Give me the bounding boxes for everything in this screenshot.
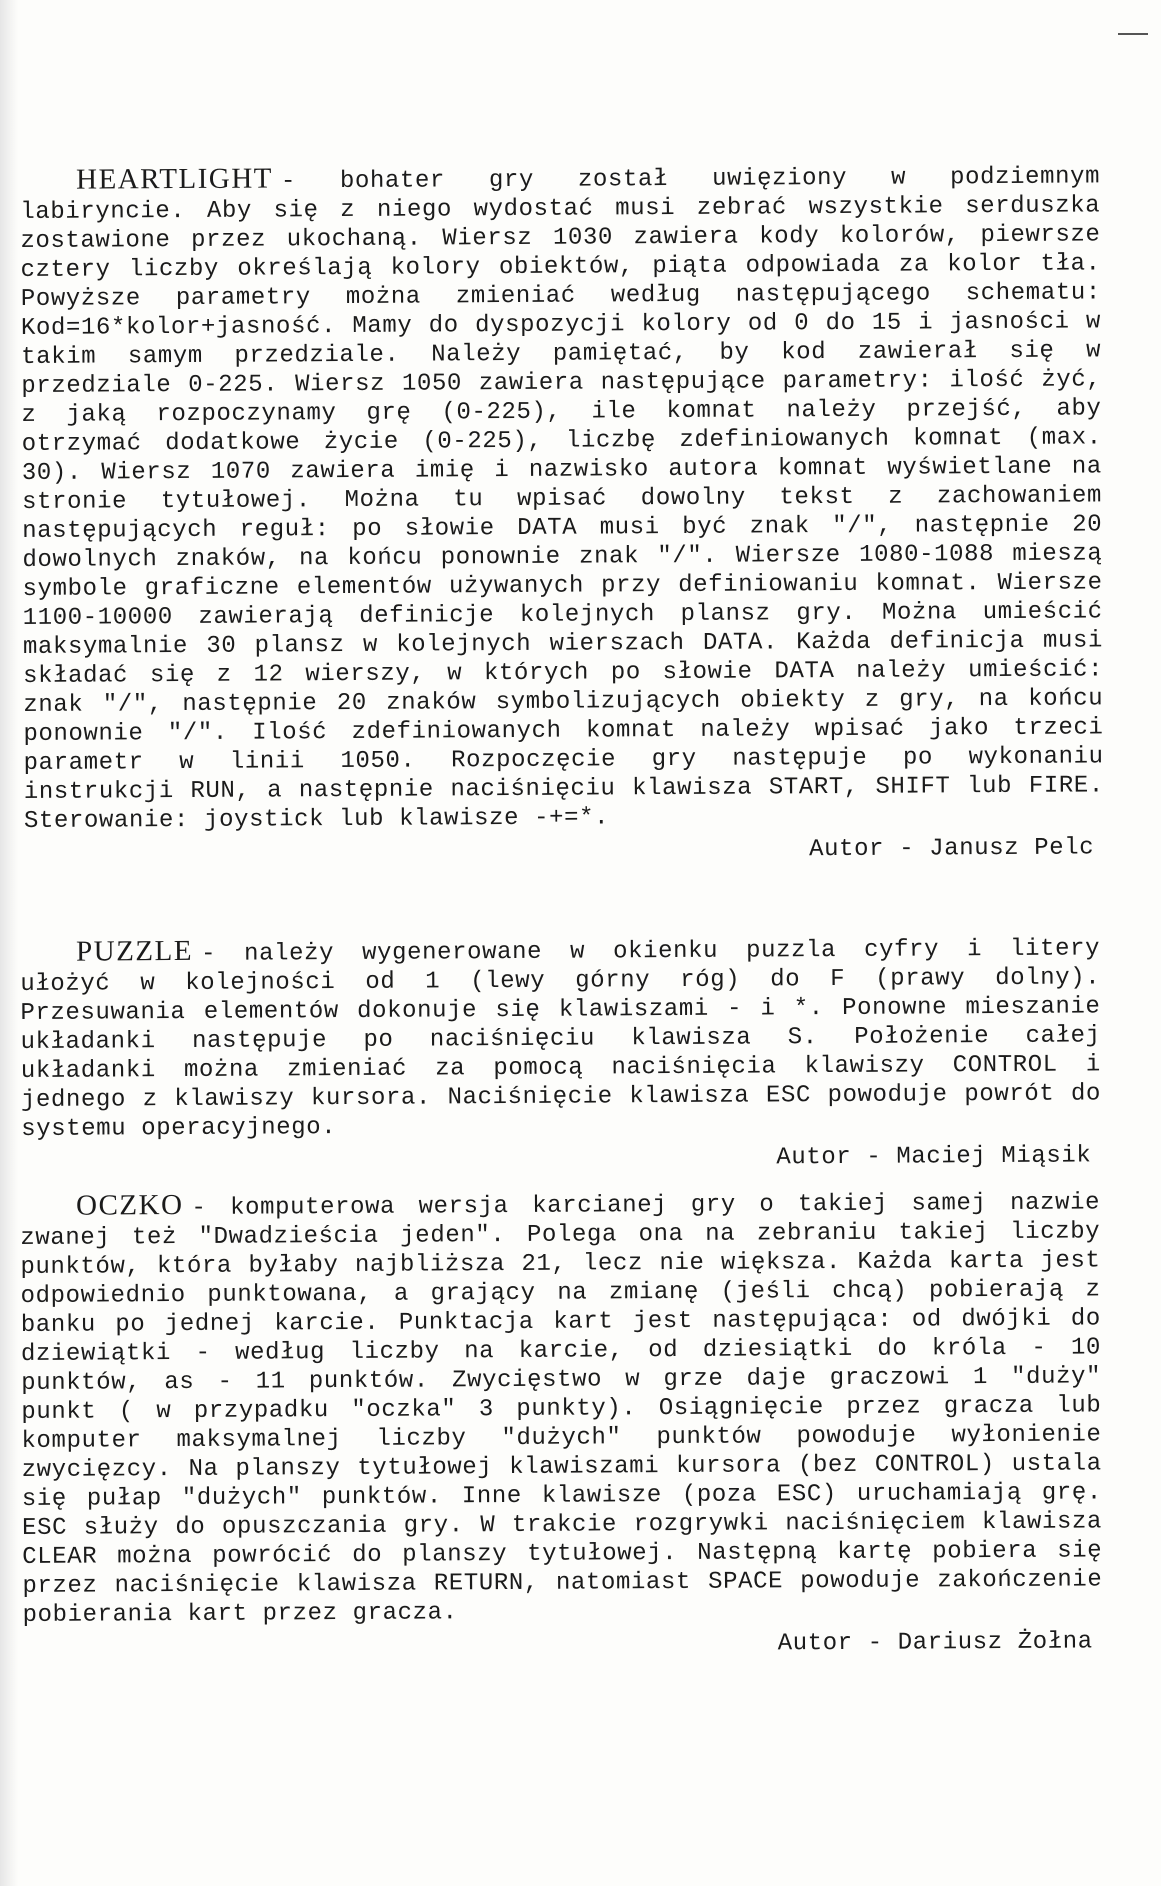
article-body: [20, 931, 1101, 1144]
article-title: OCZKO: [75, 1189, 184, 1222]
article-author: Autor - Dariusz Żołna: [777, 1628, 1093, 1658]
article-body: [20, 159, 1104, 836]
article-title: PUZZLE: [75, 934, 194, 968]
article-author: Autor - Janusz Pelc: [809, 834, 1095, 864]
article-puzzle: [20, 931, 1101, 1177]
article-author: Autor - Maciej Miąsik: [776, 1142, 1092, 1172]
scan-shadow-edge: [0, 0, 18, 1886]
corner-mark: [1118, 33, 1148, 35]
article-text: - należy wygenerowane w okienku puzzla cyfry i litery ułożyć w kolejności od 1 (lewy górny róg) do F (prawy dolny). Przesuwania elementów dokonuje się klawiszami - i *. Ponowne mieszanie układanki następuje po naciśnięciu klawisza S. Położenie całej układanki można zmieniać za pomocą naciśnięcia klawiszy CONTROL i jednego z klawiszy kursora. Naciśnięcie klawisza ESC powoduje powrót do systemu operacyjnego.: [20, 935, 1102, 1143]
article-oczko: [20, 1185, 1103, 1663]
article-text: - komputerowa wersja karcianej gry o takiej samej nazwie zwanej też "Dwadzieścia jeden". Polega ona na zebraniu takiej liczby punktów, która byłaby najbliższa 21, lecz nie większa. Każda karta jest odpowiednio punktowana, a grający na zmianę (jeśli chcą) pobierają z banku po jednej karcie. Punktacja kart jest następująca: od dwójki do dziewiątki - według liczby na karcie, od dziesiątki do króla - 10 punktów, as - 11 punktów. Zwycięstwo w grze daje graczowi 1 "duży" punkt ( w przypadku "oczka" 3 punkty). Osiągnięcie przez gracza lub komputer maksymalnej liczby "dużych" punktów powoduje wyłonienie zwycięzcy. Na planszy tytułowej klawiszami kursora (bez CONTROL) ustala się pułap "dużych" punktów. Inne klawisze (poza ESC) uruchamiają grę. ESC służy do opuszczania gry. W trakcie rozgrywki naciśnięciem klawisza CLEAR można powrócić do planszy tytułowej. Następną kartę pobiera się przez naciśnięcie klawisza RETURN, natomiast SPACE powoduje zakończenie pobierania kart przez gracza.: [20, 1189, 1103, 1629]
article-title: HEARTLIGHT: [75, 162, 274, 196]
article-heartlight: [20, 159, 1104, 869]
article-text: - bohater gry został uwięziony w podziemnym labiryncie. Aby się z niego wydostać musi zebrać wszystkie serduszka zostawione przez ukochaną. Wiersz 1030 zawiera kody kolorów, piewrsze cztery liczby określają kolory obiektów, piąta odpowiada za kolor tła. Powyższe parametry można zmieniać według następującego schematu: Kod=16*kolor+jasność. Mamy do dyspozycji kolory od 0 do 15 i jasności w takim samym przedziale. Należy pamiętać, by kod zawierał się w przedziale 0-225. Wiersz 1050 zawiera następujące parametry: ilość żyć, z jaką rozpoczynamy grę (0-225), ile komnat należy przejść, aby otrzymać dodatkowe życie (0-225), liczbę zdefiniowanych komnat (max. 30). Wiersz 1070 zawiera imię i nazwisko autora komnat wyświetlane na stronie tytułowej. Można tu wpisać dowolny tekst z zachowaniem następujących reguł: po słowie DATA musi być znak "/", następnie 20 dowolnych znaków, na końcu ponownie znak "/". Wiersze 1080-1088 mieszą symbole graficzne elementów używanych przy definiowaniu komnat. Wiersze 1100-10000 zawierają definicje kolejnych plansz gry. Można umieścić maksymalnie 30 plansz w kolejnych wierszach DATA. Każda definicja musi składać się z 12 wierszy, w których po słowie DATA należy umieścić: znak "/", następnie 20 znaków symbolizujących obiekty z gry, na końcu ponownie "/". Ilość zdefiniowanych komnat należy wpisać jako trzeci parametr w linii 1050. Rozpoczęcie gry następuje po wykonaniu instrukcji RUN, a następnie naciśnięciu klawisza START, SHIFT lub FIRE. Sterowanie: joystick lub klawisze -+=*.: [20, 163, 1104, 835]
article-body: [20, 1185, 1103, 1630]
